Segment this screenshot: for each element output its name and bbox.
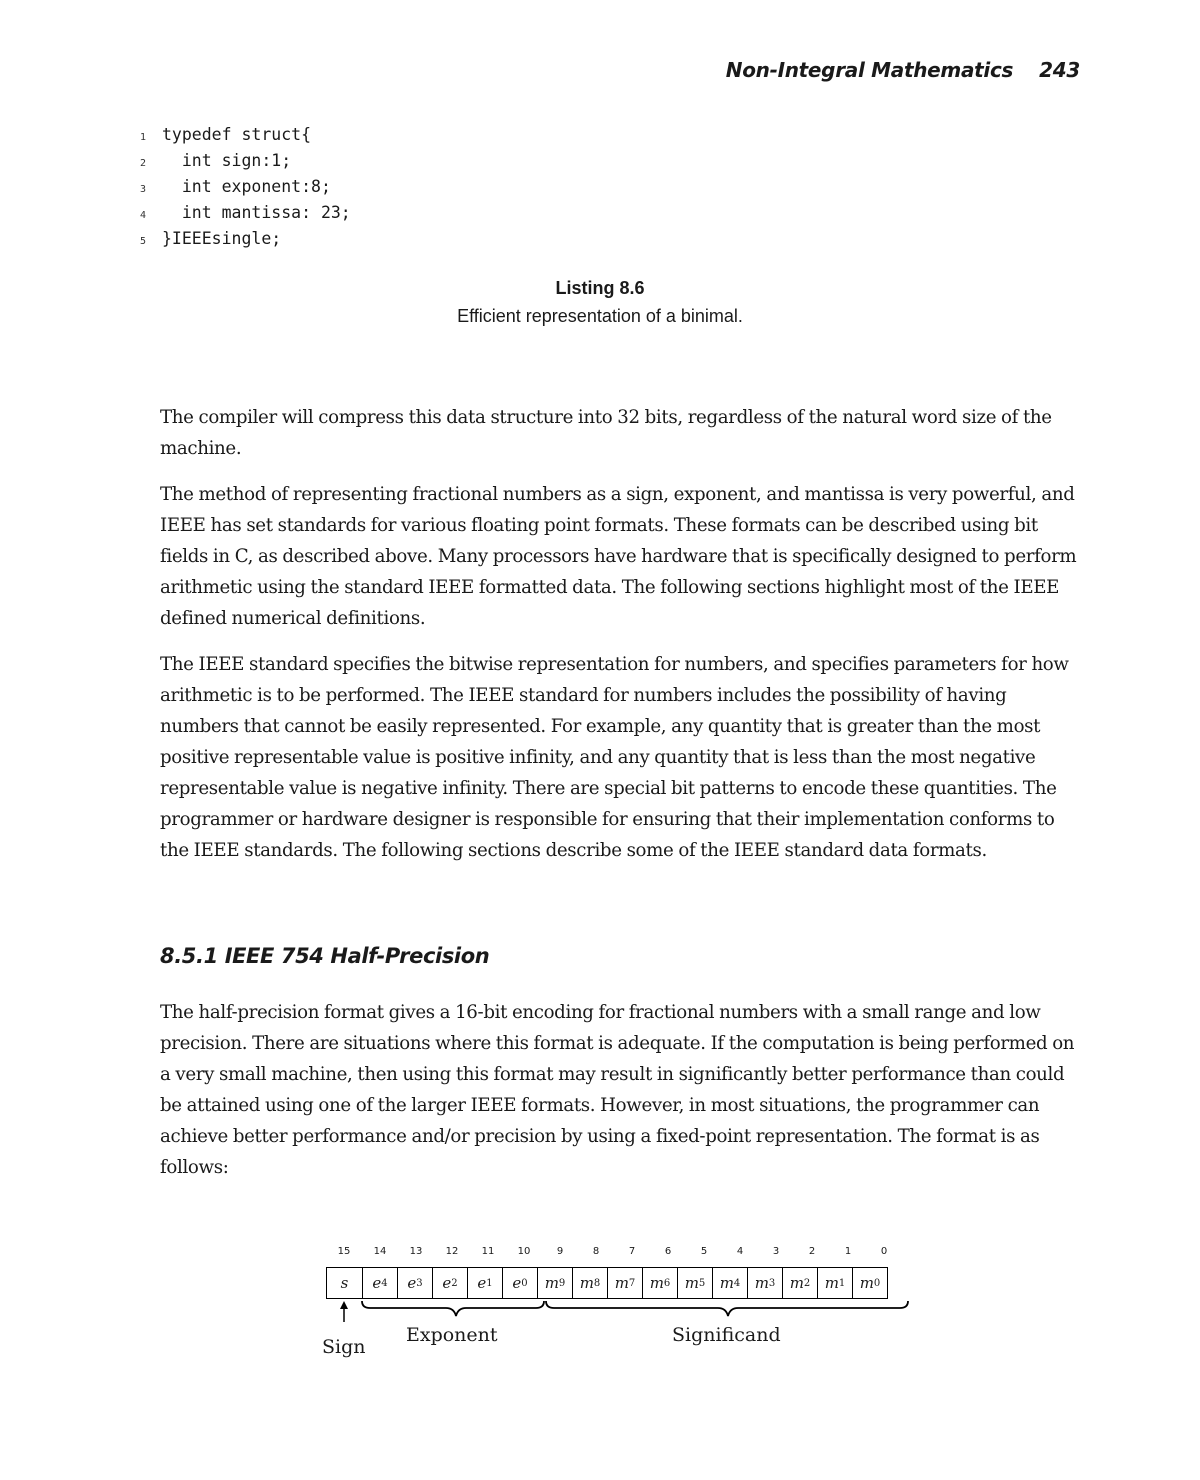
bit-cell: s xyxy=(340,1274,349,1292)
bit-number: 5 xyxy=(700,1246,708,1257)
sign-arrow-head xyxy=(340,1301,348,1309)
significand-brace xyxy=(546,1301,908,1316)
paragraph xyxy=(160,997,1080,1197)
figure-annotations xyxy=(300,1240,940,1380)
code-line xyxy=(140,174,351,200)
listing-caption xyxy=(0,274,1200,330)
bit-cell: m 7 xyxy=(607,1268,642,1298)
bit-number: 11 xyxy=(481,1246,495,1257)
bit-cell: e 2 xyxy=(432,1268,467,1298)
sign-label: Sign xyxy=(322,1336,366,1358)
bit-number: 13 xyxy=(409,1246,423,1257)
bit-number: 12 xyxy=(445,1246,459,1257)
code-line xyxy=(140,148,351,174)
bit-cell: m 3 xyxy=(747,1268,782,1298)
bit-cell: e 0 xyxy=(502,1268,537,1298)
bit-number: 0 xyxy=(880,1246,888,1257)
line-number: 5 xyxy=(140,236,147,247)
code-line xyxy=(140,200,351,226)
code-text: typedef struct{ xyxy=(162,125,312,144)
section-heading: 8.5.1 IEEE 754 Half-Precision xyxy=(160,944,490,968)
paragraph xyxy=(160,649,1080,880)
code-line xyxy=(140,226,351,252)
bit-number: 9 xyxy=(556,1246,564,1257)
bit-cell: e 3 xyxy=(397,1268,432,1298)
page-number: 243 xyxy=(1039,58,1080,82)
bit-number: 7 xyxy=(628,1246,636,1257)
bit-cell: e 4 xyxy=(362,1268,397,1298)
code-text: int sign:1; xyxy=(162,151,292,170)
bit-number: 6 xyxy=(664,1246,672,1257)
bit-cell: m 5 xyxy=(677,1268,712,1298)
caption-text: Efficient representation of a binimal. xyxy=(457,306,743,326)
paragraph-text: The method of representing fractional numbers as a sign, exponent, and mantissa is very powerful, and IEEE has set standards for various floating point formats. These formats can be described using bit fields in C, as described above. Many processors have hardware that is specifically designed to perform arithmetic using the standard IEEE formatted data. The following sections highlight most of the IEEE defined numerical definitions. xyxy=(160,484,1077,629)
bit-number: 2 xyxy=(808,1246,816,1257)
bit-number: 8 xyxy=(592,1246,600,1257)
exponent-brace xyxy=(362,1301,544,1316)
line-number: 2 xyxy=(140,158,147,169)
paragraph-text: The compiler will compress this data structure into 32 bits, regardless of the natural word size of the machine. xyxy=(160,407,1052,459)
bit-cell: m 9 xyxy=(537,1268,572,1298)
bit-number: 4 xyxy=(736,1246,744,1257)
bit-number: 14 xyxy=(373,1246,387,1257)
line-number: 1 xyxy=(140,132,147,143)
half-precision-bit-layout xyxy=(300,1240,940,1380)
significand-label: Significand xyxy=(672,1324,781,1346)
bit-cell: m 1 xyxy=(817,1268,852,1298)
bit-number: 3 xyxy=(772,1246,780,1257)
paragraph-text: The half-precision format gives a 16-bit encoding for fractional numbers with a small range and low precision. There are situations where this format is adequate. If the computation is being performed on a very small machine, then using this format may result in significantly better performance than could be attained using one of the larger IEEE formats. However, in most situations, the programmer can achieve better performance and/or precision by using a fixed-point representation. The format is as follows: xyxy=(160,1002,1075,1178)
code-text: int exponent:8; xyxy=(162,177,331,196)
bit-cell: m 8 xyxy=(572,1268,607,1298)
code-listing xyxy=(140,122,351,252)
caption-title: Listing 8.6 xyxy=(555,278,645,298)
line-number: 4 xyxy=(140,210,147,221)
code-text: }IEEEsingle; xyxy=(162,229,282,248)
bit-cell: e 1 xyxy=(467,1268,502,1298)
running-head xyxy=(726,58,1080,82)
paragraph xyxy=(160,479,1080,648)
bit-number: 15 xyxy=(337,1246,351,1257)
bit-cell: m 6 xyxy=(642,1268,677,1298)
paragraph-text: The IEEE standard specifies the bitwise representation for numbers, and specifies parameters for how arithmetic is to be performed. The IEEE standard for numbers includes the possibility of having numbers that cannot be easily represented. For example, any quantity that is greater than the most positive representable value is positive infinity, and any quantity that is less than the most negative representable value is negative infinity. There are special bit patterns to encode these quantities. The programmer or hardware designer is responsible for ensuring that their implementation conforms to the IEEE standards. The following sections describe some of the IEEE standard data formats. xyxy=(160,654,1069,861)
bit-cell: m 0 xyxy=(852,1268,887,1298)
code-text: int mantissa: 23; xyxy=(162,203,351,222)
paragraph xyxy=(160,402,1080,478)
bit-cell: m 2 xyxy=(782,1268,817,1298)
bit-number: 10 xyxy=(517,1246,531,1257)
exponent-label: Exponent xyxy=(406,1324,498,1346)
bit-number: 1 xyxy=(844,1246,852,1257)
code-line xyxy=(140,122,351,148)
line-number: 3 xyxy=(140,184,147,195)
header-title: Non-Integral Mathematics xyxy=(725,58,1014,82)
bit-cell: m 4 xyxy=(712,1268,747,1298)
